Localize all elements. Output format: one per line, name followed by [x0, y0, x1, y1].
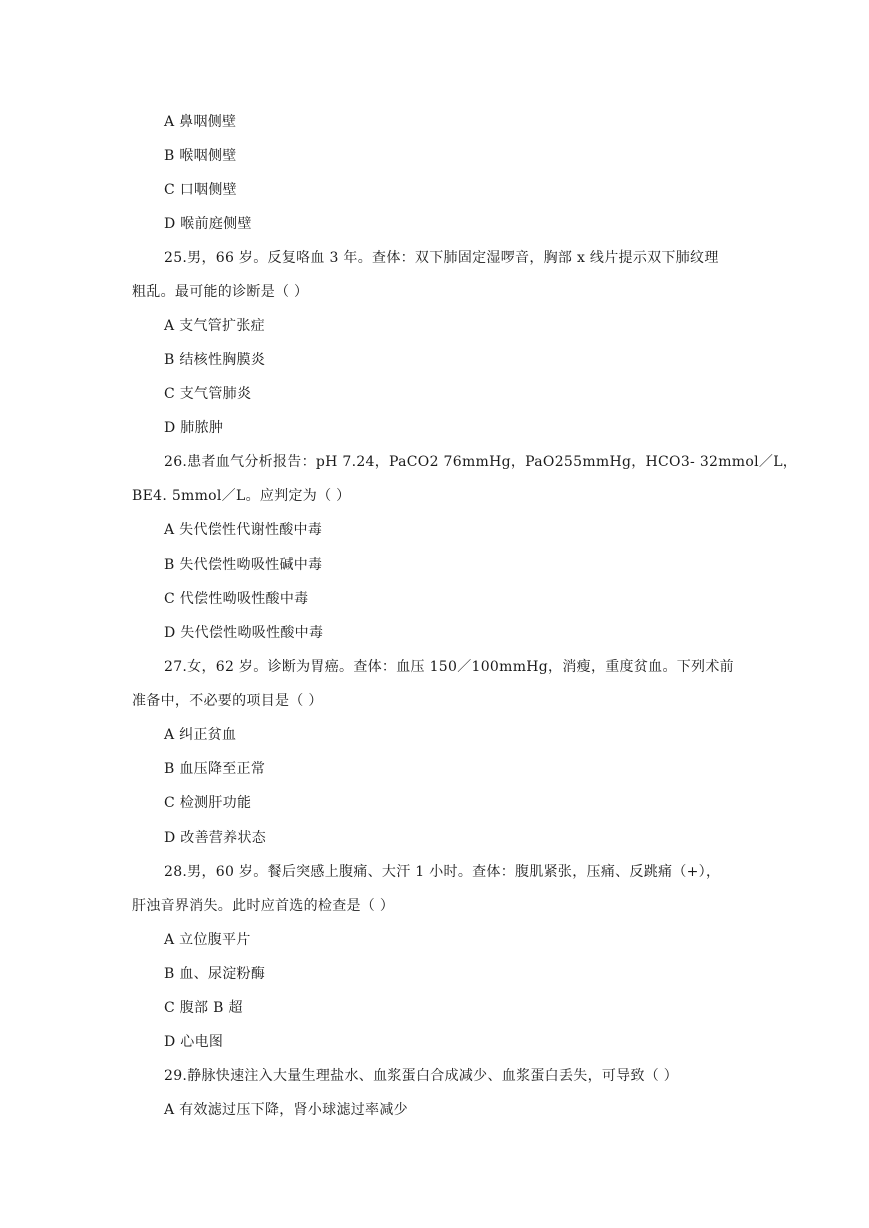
- q26-stem-line1: 26.患者血气分析报告：pH 7.24，PaCO2 76mmHg，PaO255mmHg，HCO3- 32mmol／L，: [164, 454, 798, 470]
- q25-option-a: A 支气管扩张症: [164, 318, 265, 334]
- q27-stem-line1: 27.女，62 岁。诊断为胃癌。查体：血压 150／100mmHg，消瘦，重度贫血。下列术前: [164, 659, 734, 675]
- q27-option-c: C 检测肝功能: [164, 795, 252, 811]
- q29-option-a: A 有效滤过压下降，肾小球滤过率减少: [164, 1102, 408, 1118]
- q26-option-c: C 代偿性呦吸性酸中毒: [164, 591, 309, 607]
- q24-option-c: C 口咽侧壁: [164, 182, 237, 198]
- q29-stem-line1: 29.静脉快速注入大量生理盐水、血浆蛋白合成减少、血浆蛋白丢失，可导致（ ）: [164, 1068, 679, 1084]
- q28-option-b: B 血、尿淀粉酶: [164, 966, 266, 982]
- q26-option-a: A 失代偿性代谢性酸中毒: [164, 522, 323, 538]
- q26-option-b: B 失代偿性呦吸性碱中毒: [164, 557, 323, 573]
- q28-option-d: D 心电图: [164, 1034, 224, 1050]
- q26-stem-line2: BE4. 5mmol／L。应判定为（ ）: [132, 488, 351, 504]
- q28-option-a: A 立位腹平片: [164, 932, 251, 948]
- q25-option-c: C 支气管肺炎: [164, 386, 252, 402]
- q24-option-a: A 鼻咽侧壁: [164, 114, 237, 130]
- q28-option-c: C 腹部 B 超: [164, 1000, 243, 1016]
- q25-stem-line1: 25.男，66 岁。反复咯血 3 年。查体：双下肺固定湿啰音，胸部 x 线片提示双下肺纹理: [164, 250, 719, 266]
- q28-stem-line2: 肝浊音界消失。此时应首选的检查是（ ）: [132, 898, 395, 914]
- q26-option-d: D 失代偿性呦吸性酸中毒: [164, 625, 324, 641]
- q28-stem-line1: 28.男，60 岁。餐后突感上腹痛、大汗 1 小时。查体：腹肌紧张，压痛、反跳痛（+），: [164, 864, 721, 880]
- q25-option-b: B 结核性胸膜炎: [164, 352, 266, 368]
- q24-option-b: B 喉咽侧壁: [164, 148, 237, 164]
- q24-option-d: D 喉前庭侧壁: [164, 216, 252, 232]
- q27-option-d: D 改善营养状态: [164, 830, 267, 846]
- q27-stem-line2: 准备中，不必要的项目是（ ）: [132, 693, 323, 709]
- q27-option-b: B 血压降至正常: [164, 761, 266, 777]
- q27-option-a: A 纠正贫血: [164, 727, 237, 743]
- q25-stem-line2: 粗乱。最可能的诊断是（ ）: [132, 284, 309, 300]
- q25-option-d: D 肺脓肿: [164, 420, 224, 436]
